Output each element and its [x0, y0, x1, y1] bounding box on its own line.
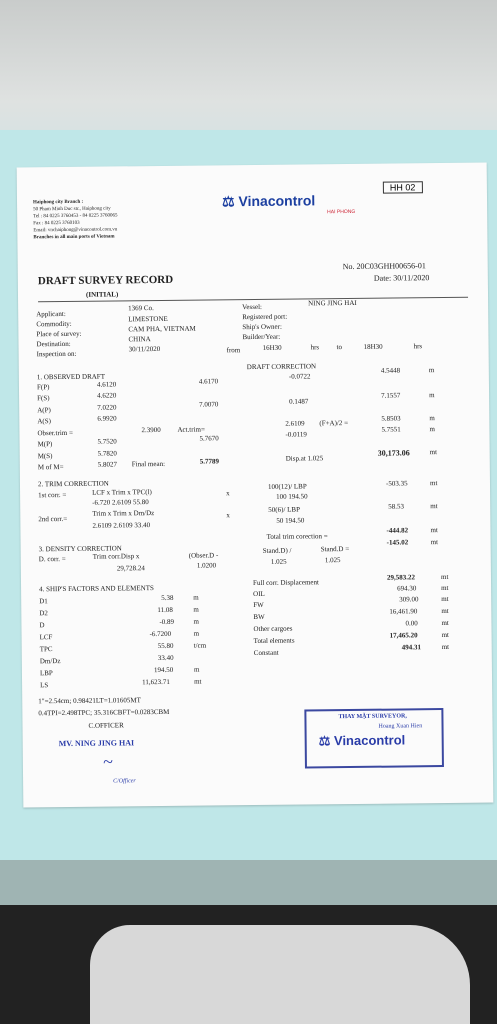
officer-stamp-label: C/Officer — [113, 778, 136, 785]
stamp-logo-text: Vinacontrol — [333, 732, 406, 749]
factor-value: -6.7200 — [149, 629, 172, 639]
element-value: 694.30 — [397, 584, 417, 593]
factor-label: LCF — [39, 633, 53, 642]
doc-subtitle: (INITIAL) — [85, 290, 119, 299]
label: M(S) — [37, 452, 53, 461]
factor-unit: m — [193, 617, 199, 626]
surveyor-label: THAY MẶT SURVEYOR, — [338, 713, 407, 721]
value: 6.9920 — [97, 414, 117, 423]
value-destination: CHINA — [128, 335, 151, 344]
vinacontrol-logo — [222, 192, 315, 210]
label: F(P) — [36, 383, 50, 392]
value: 1.025 — [270, 557, 287, 566]
value: 30,173.06 — [377, 448, 410, 458]
value: 7.0220 — [97, 403, 117, 412]
label-commodity: Commodity: — [36, 319, 72, 329]
label: Total trim corection = — [266, 532, 328, 541]
formula-values: 100 194.50 — [276, 492, 308, 501]
branch-line: Tel : 84 0225 3760453 - 84 0225 3760065 — [33, 213, 118, 220]
label: A(P) — [37, 406, 51, 415]
formula: Stand.D = — [320, 545, 350, 554]
factor-label: D1 — [39, 597, 48, 606]
value: 7.1557 — [381, 391, 401, 400]
label-destination: Destination: — [36, 339, 71, 349]
cloth — [90, 925, 470, 1024]
formula-values: 50 194.50 — [276, 516, 305, 525]
label: 2nd corr.= — [38, 514, 68, 524]
logo-text: Vinacontrol — [238, 192, 316, 210]
unit: mt — [430, 526, 438, 535]
formula: Stand.D) / — [262, 546, 292, 555]
formula: LCF x Trim x TPC(l) — [92, 488, 152, 497]
officer-label: C.OFFICER — [88, 721, 124, 730]
unit: m — [429, 425, 435, 434]
element-label: FW — [253, 600, 264, 610]
element-label: Constant — [253, 648, 279, 658]
operator: x — [226, 489, 230, 498]
value-inspection: 30/11/2020 — [128, 344, 161, 354]
label-port: Registered port: — [242, 312, 288, 322]
branch-line: Fax : 84 0225 3760103 — [33, 220, 80, 227]
formula-values: 2.6109 2.6109 33.40 — [92, 521, 151, 530]
value: 7.0070 — [199, 400, 219, 409]
draft-survey-document — [17, 163, 494, 808]
factor-label: LBP — [39, 669, 53, 678]
surveyor-name: Hoang Xuan Hien — [378, 723, 423, 730]
label-builder: Builder/Year: — [242, 332, 281, 342]
branch-line: Email: vnchaiphong@vinacontrol.com.vn — [33, 227, 118, 234]
element-unit: mt — [441, 606, 449, 616]
value: 5.7820 — [97, 449, 117, 458]
element-label: Total elements — [253, 636, 295, 646]
value-from: 16H30 — [262, 343, 282, 352]
stamp-logo — [319, 732, 406, 749]
value-place: CAM PHA, VIETNAM — [128, 324, 196, 334]
value: 5.8503 — [381, 414, 401, 423]
label-inspection: Inspection on: — [36, 349, 77, 359]
factor-value: 194.50 — [153, 665, 174, 675]
doc-number: No. 20C03GHH00656-01 — [342, 261, 426, 272]
factor-unit: m — [193, 665, 200, 674]
unit: mt — [430, 502, 438, 511]
label-applicant: Applicant: — [36, 309, 66, 319]
value: -444.82 — [386, 526, 409, 535]
label-from: from — [226, 346, 241, 355]
factor-unit: mt — [194, 677, 202, 686]
label: F(S) — [37, 394, 50, 403]
value: 4.6120 — [96, 380, 117, 389]
value: 4.5448 — [380, 366, 401, 375]
factor-label: TPC — [39, 645, 53, 654]
value-to: 18H30 — [363, 342, 383, 351]
value: 2.6109 — [285, 419, 305, 428]
element-unit: mt — [440, 572, 449, 582]
value: 58.53 — [388, 502, 405, 511]
element-label: Other cargoes — [253, 624, 293, 634]
factor-label: D2 — [39, 609, 48, 618]
conversion-note: 1"=2.54cm; 0.98421LT=1.01605MT — [38, 696, 141, 706]
unit: mt — [429, 479, 438, 488]
label: 1st corr. = — [38, 490, 67, 500]
value: -503.35 — [385, 479, 408, 488]
formula: 50(6)/ LBP — [268, 505, 301, 514]
factor-value: 11,623.71 — [142, 677, 170, 687]
label-vessel: Vessel: — [242, 302, 263, 312]
doc-title: DRAFT SURVEY RECORD — [37, 273, 174, 288]
signature: ~ — [102, 751, 113, 772]
label: Disp.at 1.025 — [285, 454, 324, 463]
unit: mt — [429, 448, 438, 457]
label: D. corr. = — [38, 554, 66, 564]
formula: 100(12)/ LBP — [267, 482, 307, 491]
label-owner: Ship's Owner: — [242, 322, 282, 332]
unit: m — [429, 414, 435, 423]
label: Act.trim= — [177, 425, 205, 434]
factor-value: 11.08 — [157, 605, 173, 615]
value: -145.02 — [386, 538, 409, 547]
value: 5.8027 — [97, 460, 118, 469]
factor-value: 33.40 — [157, 653, 174, 663]
logo-subtitle: HAI PHONG — [327, 208, 356, 216]
value: 29,728.24 — [116, 564, 145, 573]
factor-value: -0.89 — [159, 617, 175, 627]
element-value: 0.00 — [405, 619, 418, 628]
value-commodity: LIMESTONE — [128, 314, 168, 324]
element-label: OIL — [253, 589, 265, 599]
element-unit: mt — [441, 618, 449, 628]
value: 5.7670 — [199, 434, 219, 443]
value: -0.0722 — [288, 372, 311, 381]
factor-unit: m — [193, 629, 200, 638]
element-value: 309.00 — [399, 595, 419, 604]
value: 5.7520 — [97, 437, 117, 446]
factor-label: LS — [40, 681, 49, 690]
element-unit: mt — [441, 642, 450, 652]
factor-label: Dm/Dz — [39, 657, 61, 666]
operator: x — [226, 511, 230, 520]
element-unit: mt — [441, 583, 449, 593]
element-value: 16,461.90 — [389, 607, 418, 616]
value: 1.025 — [324, 556, 341, 565]
value: 4.6170 — [198, 377, 219, 386]
value: 5.7551 — [381, 425, 401, 434]
section-density-correction: 3. DENSITY CORRECTION — [38, 544, 122, 554]
section-ship-factors: 4. SHIP'S FACTORS AND ELEMENTS — [39, 584, 154, 594]
value: 2.3900 — [141, 425, 161, 435]
conversion-note: 0.4TPI=2.498TPC; 35.316CBFT=0.0283CBM — [38, 707, 170, 718]
label: M of M= — [37, 463, 64, 472]
formula: Trim corr.Disp x — [92, 552, 140, 561]
factor-value: 5.38 — [161, 593, 174, 602]
branch-line: Branches in all main ports of Vietnam — [33, 234, 115, 241]
scale-icon: ⚖ — [221, 193, 235, 210]
label: A(S) — [37, 417, 51, 426]
label-hrs: hrs — [413, 342, 423, 351]
label: (F+A)/2 = — [319, 419, 349, 428]
value: 0.1487 — [289, 397, 309, 406]
unit: mt — [430, 538, 439, 547]
scale-icon: ⚖ — [318, 733, 331, 749]
element-value: 29,583.22 — [386, 573, 416, 582]
section-trim-correction: 2. TRIM CORRECTION — [37, 479, 109, 489]
label: Obser.trim = — [37, 428, 73, 438]
label-place: Place of survey: — [36, 329, 82, 339]
label: M(P) — [37, 440, 53, 449]
factor-unit: t/cm — [193, 641, 207, 650]
formula: (Obser.D - — [188, 551, 219, 560]
value: 4.6220 — [97, 391, 117, 400]
value: 1.0200 — [196, 561, 217, 570]
section-observed-draft: 1. OBSERVED DRAFT — [36, 372, 105, 382]
element-label: Full corr. Displacement — [252, 578, 319, 588]
unit: m — [429, 391, 435, 400]
label-to: to — [336, 343, 343, 352]
factor-value: 55.80 — [157, 641, 174, 651]
branch-line: 50 Pham Minh Duc str., Haiphong city — [33, 206, 111, 213]
factor-unit: m — [193, 593, 199, 602]
value-applicant: 1369 Co. — [128, 304, 154, 313]
surveyor-stamp — [304, 708, 444, 768]
element-unit: mt — [441, 630, 450, 640]
element-unit: mt — [441, 594, 449, 604]
factor-label: D — [39, 621, 45, 630]
formula-values: -6.720 2.6109 55.80 — [92, 498, 149, 507]
value: 5.7789 — [199, 457, 220, 466]
factor-unit: m — [193, 605, 199, 614]
branch-line: Haiphong city Branch : — [33, 199, 84, 206]
value-vessel: NING JING HAI — [308, 298, 357, 308]
label-hrs: hrs — [310, 343, 320, 352]
element-label: BW — [253, 612, 265, 622]
doc-date: Date: 30/11/2020 — [373, 273, 430, 283]
formula: Trim x Trim x Dm/Dz — [92, 509, 155, 518]
tray-edge — [0, 860, 497, 910]
label: Final mean: — [131, 459, 166, 469]
value: -0.0119 — [285, 430, 307, 439]
unit: m — [428, 366, 435, 375]
vessel-stamp: MV. NING JING HAI — [58, 738, 135, 749]
doc-code: HH 02 — [383, 181, 423, 193]
section-draft-correction: DRAFT CORRECTION — [246, 362, 317, 372]
element-value: 17,465.20 — [389, 631, 418, 640]
element-value: 494.31 — [401, 643, 422, 652]
